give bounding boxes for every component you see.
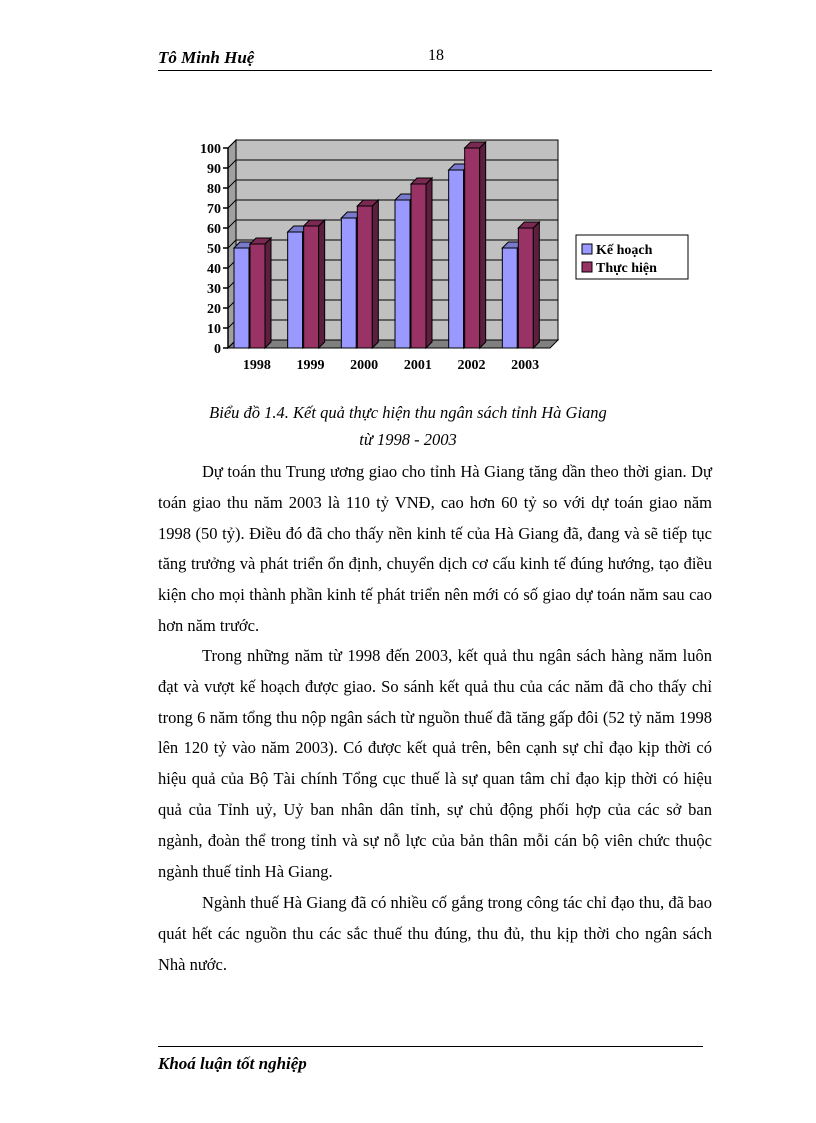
legend-label: Kế hoạch bbox=[596, 243, 653, 258]
bar-side bbox=[372, 200, 378, 348]
y-tick-label: 50 bbox=[207, 242, 221, 257]
bar-side bbox=[426, 178, 432, 348]
bar-Thực hiện-2000 bbox=[357, 206, 372, 348]
header-rule bbox=[158, 70, 712, 71]
bar-Thực hiện-1999 bbox=[304, 226, 319, 348]
paragraph-3: Ngành thuế Hà Giang đã có nhiều cố gắng trong công tác chỉ đạo thu, đã bao quát hết các nguồn thu các sắc thuế thu đúng, thu đủ, thu kịp thời cho ngân sách Nhà nước. bbox=[158, 893, 712, 974]
bar-Kế hoạch-2002 bbox=[449, 170, 464, 348]
x-tick-label: 1999 bbox=[296, 358, 325, 373]
revenue-bar-chart bbox=[178, 138, 698, 383]
legend-label: Thực hiện bbox=[596, 261, 657, 276]
page-number: 18 bbox=[428, 47, 444, 64]
x-tick-label: 2001 bbox=[403, 358, 432, 373]
bar-Kế hoạch-1998 bbox=[234, 248, 249, 348]
bar-side bbox=[265, 238, 271, 348]
bar-Thực hiện-2001 bbox=[411, 184, 426, 348]
bar-Kế hoạch-2003 bbox=[502, 248, 517, 348]
y-tick-label: 100 bbox=[200, 142, 221, 157]
y-tick-label: 70 bbox=[207, 202, 221, 217]
y-tick-label: 90 bbox=[207, 162, 221, 177]
bar-side bbox=[319, 220, 325, 348]
y-tick-label: 10 bbox=[207, 322, 221, 337]
x-tick-label: 2000 bbox=[350, 358, 379, 373]
x-tick-label: 2003 bbox=[511, 358, 540, 373]
bar-Kế hoạch-2001 bbox=[395, 200, 410, 348]
x-tick-label: 2002 bbox=[457, 358, 486, 373]
bar-Thực hiện-1998 bbox=[250, 244, 265, 348]
legend-swatch bbox=[582, 244, 592, 254]
y-tick-label: 40 bbox=[207, 262, 221, 277]
bar-side bbox=[533, 222, 539, 348]
legend-swatch bbox=[582, 262, 592, 272]
bar-Kế hoạch-1999 bbox=[288, 232, 303, 348]
bar-Kế hoạch-2000 bbox=[341, 218, 356, 348]
y-tick-label: 30 bbox=[207, 282, 221, 297]
bar-Thực hiện-2002 bbox=[465, 148, 480, 348]
paragraph-1: Dự toán thu Trung ương giao cho tỉnh Hà Giang tăng dần theo thời gian. Dự toán giao thu năm 2003 là 110 tỷ VNĐ, cao hơn 60 tỷ so với dự toán giao năm 1998 (50 tỷ). Điều đó đã cho thấy nền kinh tế của Hà Giang đã, đang và sẽ tiếp tục tăng trưởng và phát triển ổn định, chuyển dịch cơ cấu kinh tế đúng hướng, tạo điều kiện cho mọi thành phần kinh tế phát triển nên mới có số giao dự toán năm sau cao hơn năm trước. bbox=[158, 462, 712, 635]
figure-caption-line1: Biểu đồ 1.4. Kết quả thực hiện thu ngân sách tỉnh Hà Giang bbox=[209, 403, 607, 422]
paragraph-2: Trong những năm từ 1998 đến 2003, kết quả thu ngân sách hàng năm luôn đạt và vượt kế hoạch được giao. So sánh kết quả thu của các năm đã cho thấy chỉ trong 6 năm tổng thu nộp ngân sách từ nguồn thuế đã tăng gấp đôi (52 tỷ năm 1998 lên 120 tỷ vào năm 2003). Có được kết quả trên, bên cạnh sự chỉ đạo kịp thời có hiệu quả của Bộ Tài chính Tổng cục thuế là sự quan tâm chỉ đạo kịp thời có hiệu quả của Tỉnh uỷ, Uỷ ban nhân dân tỉnh, sự chủ động phối hợp của các sở ban ngành, đoàn thể trong tỉnh và sự nỗ lực của bản thân mỗi cán bộ viên chức thuộc ngành thuế tỉnh Hà Giang. bbox=[158, 646, 712, 881]
y-tick-label: 20 bbox=[207, 302, 221, 317]
bar-side bbox=[480, 142, 486, 348]
y-tick-label: 80 bbox=[207, 182, 221, 197]
bar-Thực hiện-2003 bbox=[518, 228, 533, 348]
y-tick-label: 0 bbox=[214, 342, 221, 357]
figure-caption-line2: từ 1998 - 2003 bbox=[359, 430, 457, 449]
page-header bbox=[158, 48, 712, 70]
footer-rule bbox=[158, 1046, 703, 1047]
x-tick-label: 1998 bbox=[242, 358, 271, 373]
footer-text: Khoá luận tốt nghiệp bbox=[158, 1054, 307, 1073]
header-author: Tô Minh Huệ bbox=[158, 48, 255, 67]
y-tick-label: 60 bbox=[207, 222, 221, 237]
